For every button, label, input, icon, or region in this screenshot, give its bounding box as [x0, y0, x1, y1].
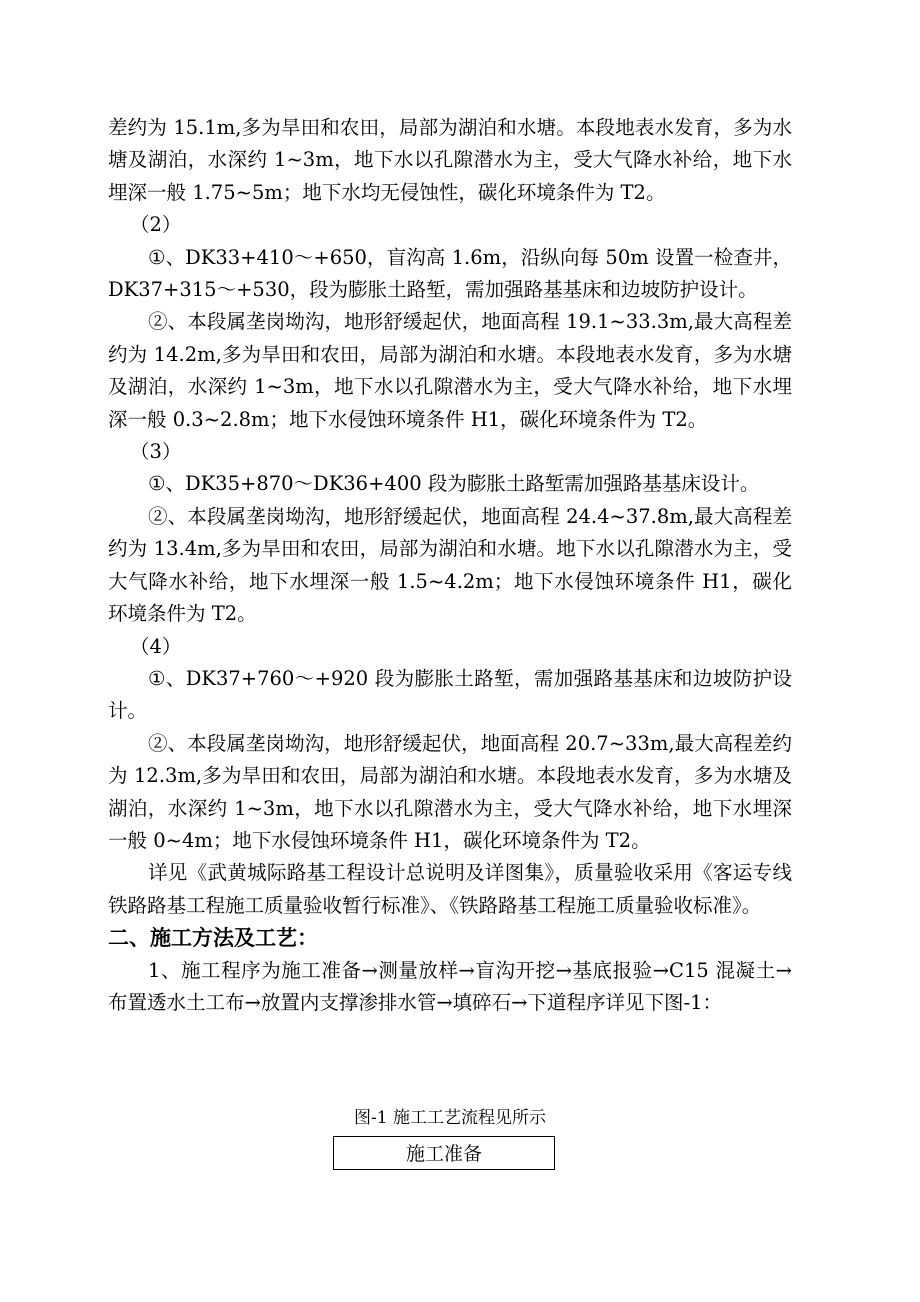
- section-label-3: （3）: [130, 440, 182, 464]
- section-label-4: （4）: [130, 634, 182, 658]
- paragraph-4-1: ①、DK37+760～+920 段为膨胀土路堑，需加强路基基床和边坡防护设计。: [108, 666, 792, 723]
- paragraph-3-2: ②、本段属垄岗坳沟，地形舒缓起伏，地面高程 24.4~37.8m,最大高程差约为 13.4m,多为旱田和农田，局部为湖泊和水塘。地下水以孔隙潜水为主，受大气降水补给，地下水埋深一般 1.5~4.2m；地下水侵蚀环境条件 H1，碳化环境条件为 T2。: [108, 504, 792, 626]
- document-body: [108, 112, 792, 1019]
- section-heading: 二、施工方法及工艺：: [108, 926, 318, 951]
- figure-caption: 图-1 施工工艺流程见所示: [354, 1108, 546, 1128]
- paragraph-procedure: 1、施工程序为施工准备→测量放样→盲沟开挖→基底报验→C15 混凝土→布置透水土工布→放置内支撑渗排水管→填碎石→下道程序详见下图-1：: [108, 958, 792, 1014]
- paragraph-4-2: ②、本段属垄岗坳沟，地形舒缓起伏，地面高程 20.7~33m,最大高程差约为 12.3m,多为旱田和农田，局部为湖泊和水塘。本段地表水发育，多为水塘及湖泊，水深约 1~3m，地下水以孔隙潜水为主，受大气降水补给，地下水埋深一般 0~4m；地下水侵蚀环境条件 H1，碳化环境条件为 T2。: [108, 731, 792, 852]
- flowchart-step-box: 施工准备: [333, 1136, 555, 1170]
- paragraph-reference: 详见《武黄城际路基工程设计总说明及详图集》，质量验收采用《客运专线铁路路基工程施工质量验收暂行标准》、《铁路路基工程施工质量验收标准》。: [108, 861, 792, 917]
- paragraph-2-1: ①、DK33+410～+650，盲沟高 1.6m，沿纵向每 50m 设置一检查井，DK37+315～+530，段为膨胀土路堑，需加强路基基床和边坡防护设计。: [108, 245, 792, 302]
- paragraph-intro: 差约为 15.1m,多为旱田和农田，局部为湖泊和水塘。本段地表水发育，多为水塘及湖泊，水深约 1~3m，地下水以孔隙潜水为主，受大气降水补给，地下水埋深一般 1.75~5m；地下水均无侵蚀性，碳化环境条件为 T2。: [108, 116, 792, 204]
- paragraph-2-2: ②、本段属垄岗坳沟，地形舒缓起伏，地面高程 19.1~33.3m,最大高程差约为 14.2m,多为旱田和农田，局部为湖泊和水塘。本段地表水发育，多为水塘及湖泊，水深约 1~3m，地下水以孔隙潜水为主，受大气降水补给，地下水埋深一般 0.3~2.8m；地下水侵蚀环境条件 H1，碳化环境条件为 T2。: [108, 310, 792, 431]
- paragraph-3-1: ①、DK35+870～DK36+400 段为膨胀土路堑需加强路基基床设计。: [148, 472, 760, 496]
- section-label-2: （2）: [130, 213, 182, 237]
